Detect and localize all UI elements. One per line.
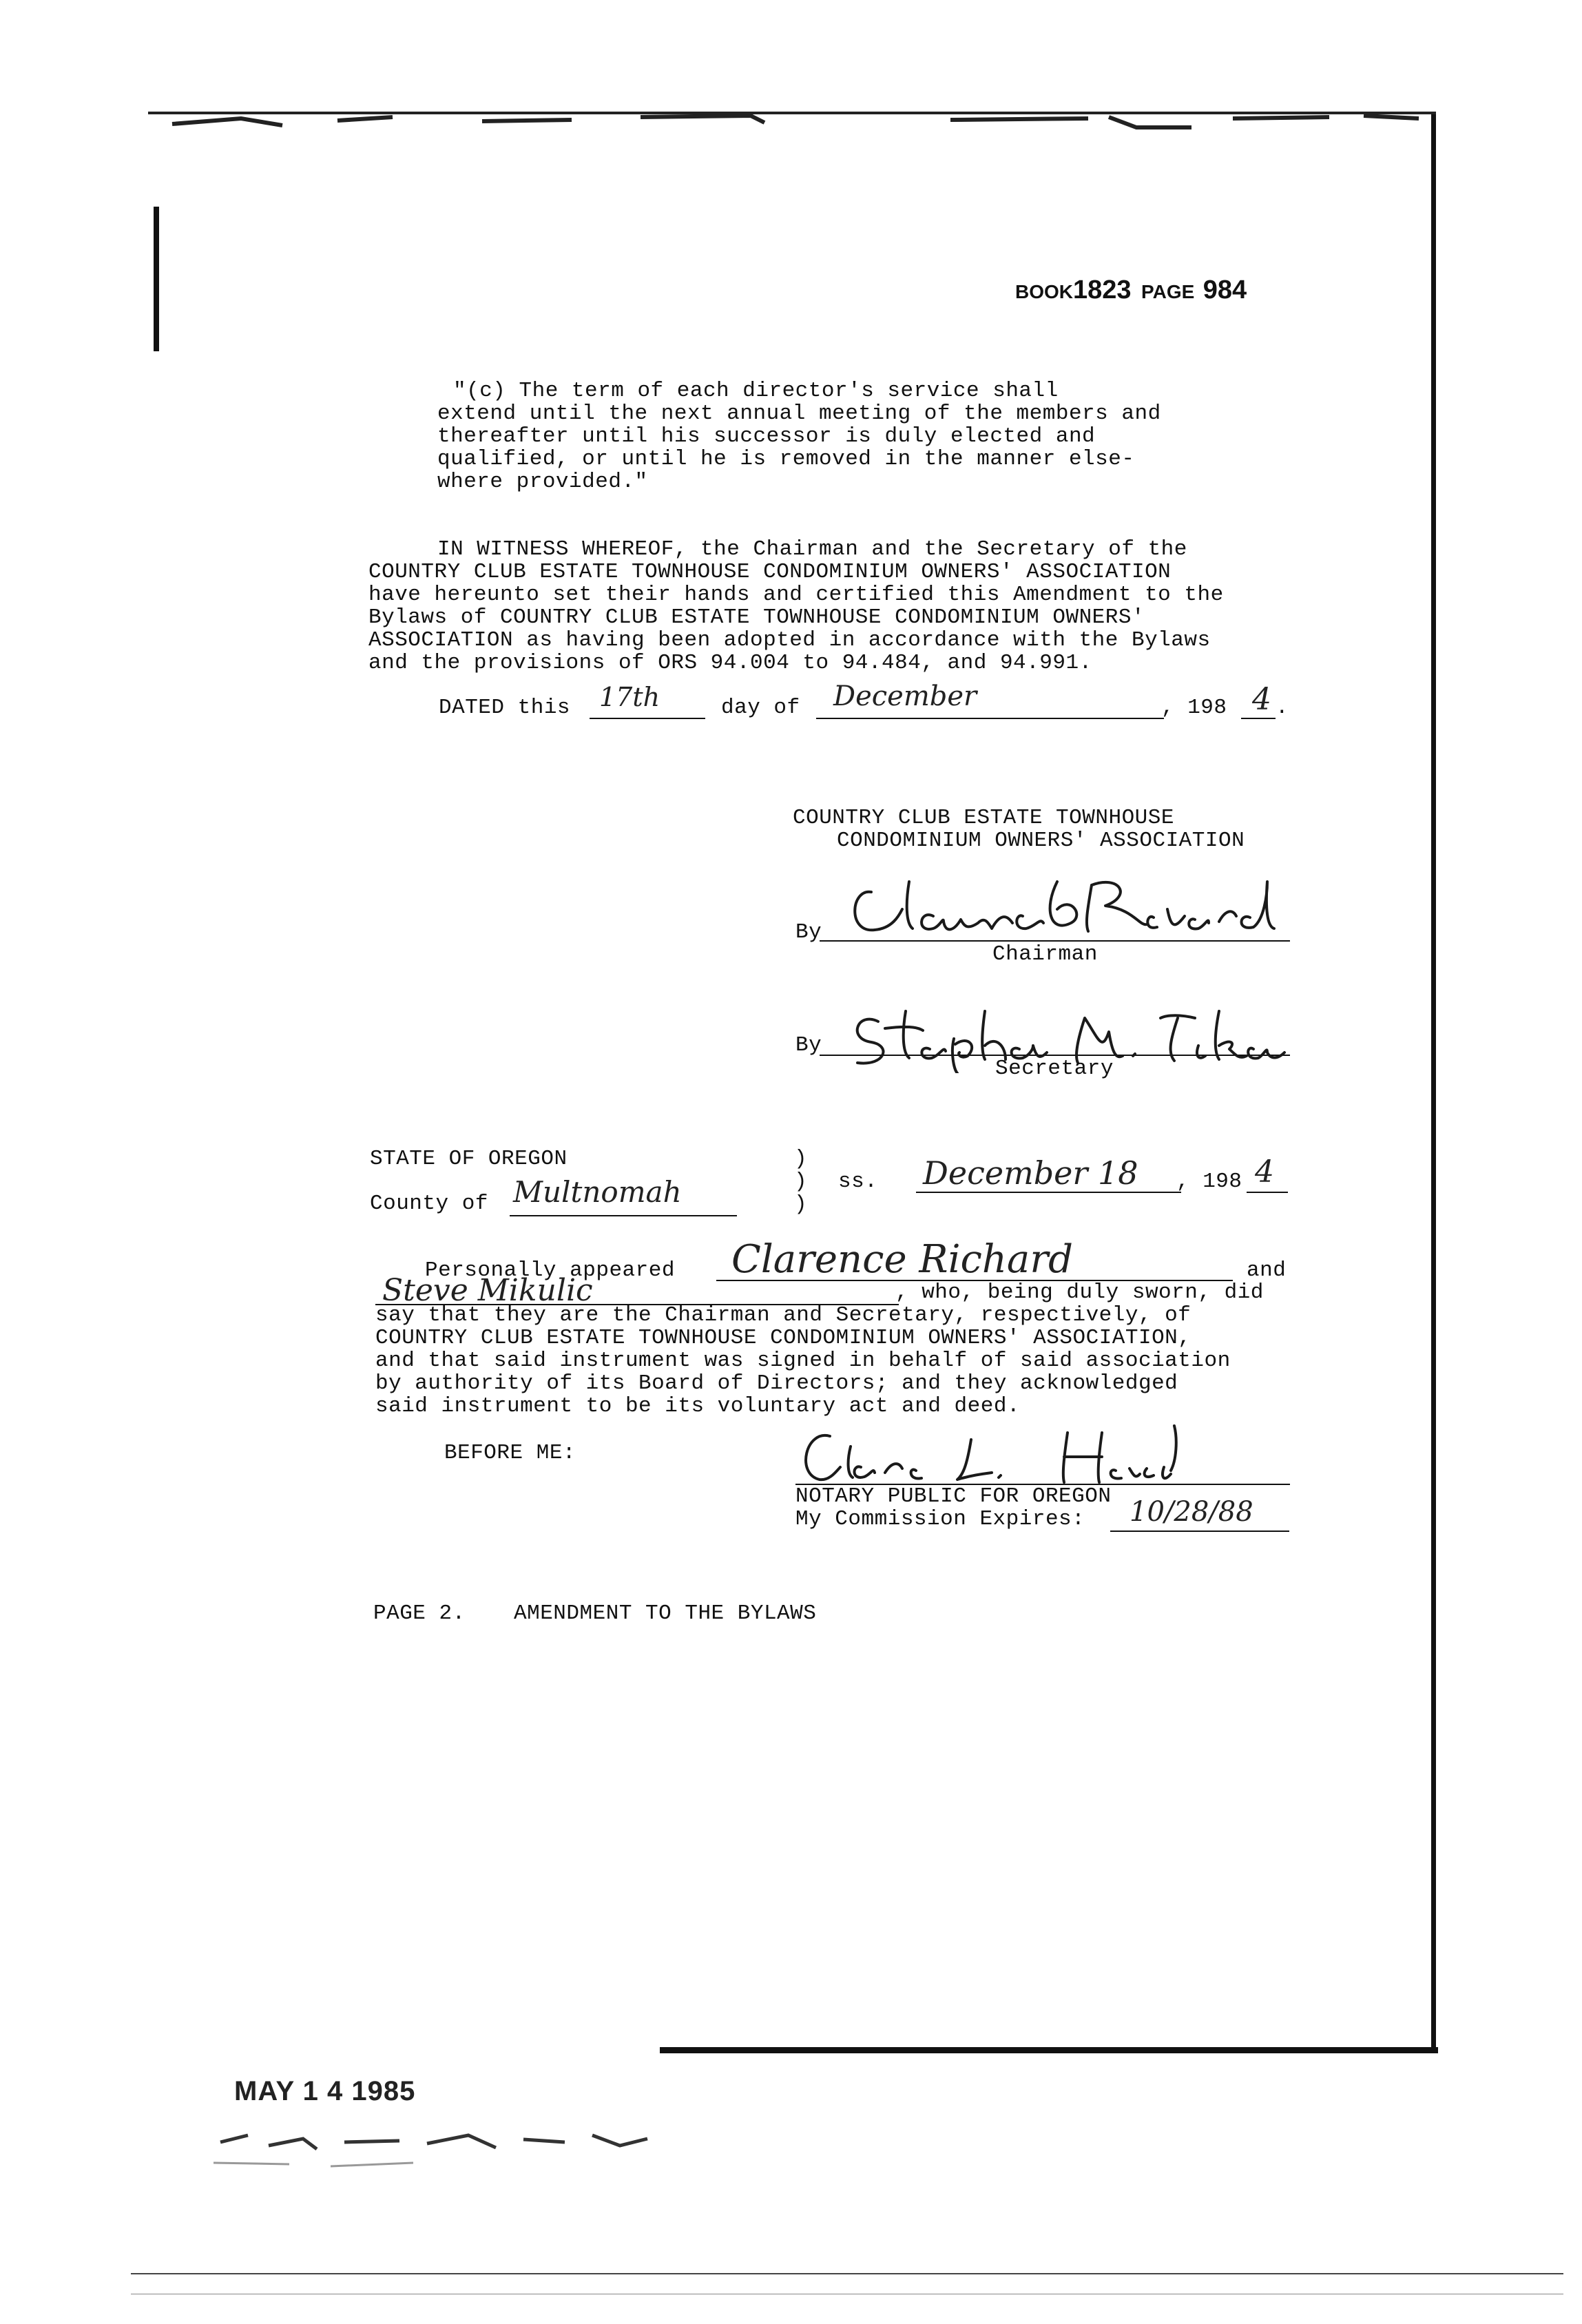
venue-ss: ss. [838, 1170, 878, 1194]
appearance-line-2: COUNTRY CLUB ESTATE TOWNHOUSE CONDOMINIUM OWNERS' ASSOCIATION, [375, 1326, 1191, 1350]
witness-line-1: IN WITNESS WHEREOF, the Chairman and the Secretary of the [437, 537, 1187, 561]
witness-line-2: COUNTRY CLUB ESTATE TOWNHOUSE CONDOMINIUM OWNERS' ASSOCIATION [368, 560, 1172, 584]
venue-year-prefix: , 198 [1176, 1170, 1242, 1194]
venue-paren-1: ) [794, 1147, 808, 1171]
secretary-by: By [795, 1033, 822, 1057]
page-number: 984 [1203, 276, 1247, 304]
venue-county: Multnomah [513, 1175, 682, 1209]
clause-c-line-2: extend until the next annual meeting of the members and [437, 402, 1161, 426]
venue-date-line [916, 1192, 1181, 1193]
dated-day-of: day of [721, 696, 800, 720]
clause-c-line-1: "(c) The term of each director's service shall [453, 379, 1059, 403]
dated-end: . [1276, 696, 1289, 720]
notary-expires-date: 10/28/88 [1130, 1496, 1253, 1528]
association-line-1: COUNTRY CLUB ESTATE TOWNHOUSE [793, 806, 1174, 830]
book-number: 1823 [1073, 276, 1132, 304]
dated-month-line [816, 718, 1164, 719]
venue-county-line [510, 1215, 737, 1216]
notary-expires-label: My Commission Expires: [795, 1507, 1085, 1531]
appearance-and: and [1247, 1258, 1287, 1283]
dated-month: December [833, 681, 977, 712]
witness-line-5: ASSOCIATION as having been adopted in accordance with the Bylaws [368, 628, 1211, 652]
footer-title: AMENDMENT TO THE BYLAWS [514, 1601, 817, 1626]
book-label: BOOK [1015, 281, 1073, 302]
venue-date: December 18 [923, 1154, 1138, 1192]
page-frame-right [1431, 114, 1436, 2049]
stamp-smudge [207, 2115, 675, 2177]
association-line-2: CONDOMINIUM OWNERS' ASSOCIATION [837, 829, 1245, 853]
dated-year-line [1241, 718, 1276, 719]
dated-day: 17th [599, 682, 660, 712]
venue-year-line [1247, 1192, 1288, 1193]
page-frame-bottom [660, 2047, 1438, 2053]
bottom-edge-line [131, 2273, 1563, 2274]
dated-prefix: DATED this [439, 696, 571, 720]
appearance-line-4: by authority of its Board of Directors; and they acknowledged [375, 1371, 1178, 1396]
appearance-line-1: say that they are the Chairman and Secretary, respectively, of [375, 1303, 1191, 1327]
dated-year-prefix: , 198 [1161, 696, 1227, 720]
witness-line-6: and the provisions of ORS 94.004 to 94.484, and 94.991. [368, 651, 1092, 675]
left-edge-mark [154, 207, 159, 351]
clause-c-line-4: qualified, or until he is removed in the manner else- [437, 447, 1135, 471]
notary-title: NOTARY PUBLIC FOR OREGON [795, 1484, 1112, 1508]
venue-year-digit: 4 [1255, 1154, 1274, 1190]
venue-paren-3: ) [794, 1192, 808, 1216]
chairman-title: Chairman [992, 942, 1098, 966]
appearance-line-3: and that said instrument was signed in behalf of said association [375, 1349, 1231, 1373]
appearance-name-1: Clarence Richard [731, 1237, 1073, 1282]
appearance-who: , who, being duly sworn, did [895, 1280, 1264, 1305]
notary-signature-text [799, 1427, 980, 1451]
appearance-name-2: Steve Mikulic [382, 1273, 593, 1308]
dated-year-digit: 4 [1252, 682, 1271, 717]
venue-paren-2: ) [794, 1170, 808, 1194]
notary-before-me: BEFORE ME: [444, 1441, 576, 1465]
notary-expires-line [1110, 1531, 1289, 1532]
secretary-signature-text [851, 1006, 1057, 1030]
page-label: PAGE [1141, 281, 1195, 302]
book-page-reference [1015, 276, 1247, 305]
recording-date-stamp: MAY 1 4 1985 [234, 2076, 416, 2106]
venue-county-label: County of [370, 1192, 488, 1216]
witness-line-3: have hereunto set their hands and certified this Amendment to the [368, 583, 1224, 607]
chairman-by: By [795, 920, 822, 944]
scan-artifact-top [158, 103, 1433, 138]
appearance-personally: Personally appeared [425, 1258, 675, 1283]
clause-c-line-5: where provided." [437, 470, 648, 494]
appearance-line-5: said instrument to be its voluntary act and deed. [375, 1394, 1021, 1418]
clause-c-line-3: thereafter until his successor is duly elected and [437, 424, 1096, 448]
secretary-title: Secretary [995, 1057, 1114, 1081]
venue-state: STATE OF OREGON [370, 1147, 568, 1171]
witness-line-4: Bylaws of COUNTRY CLUB ESTATE TOWNHOUSE CONDOMINIUM OWNERS' [368, 605, 1145, 630]
footer-page: PAGE 2. [373, 1601, 466, 1626]
chairman-signature-text [851, 873, 1061, 898]
dated-day-line [590, 718, 705, 719]
